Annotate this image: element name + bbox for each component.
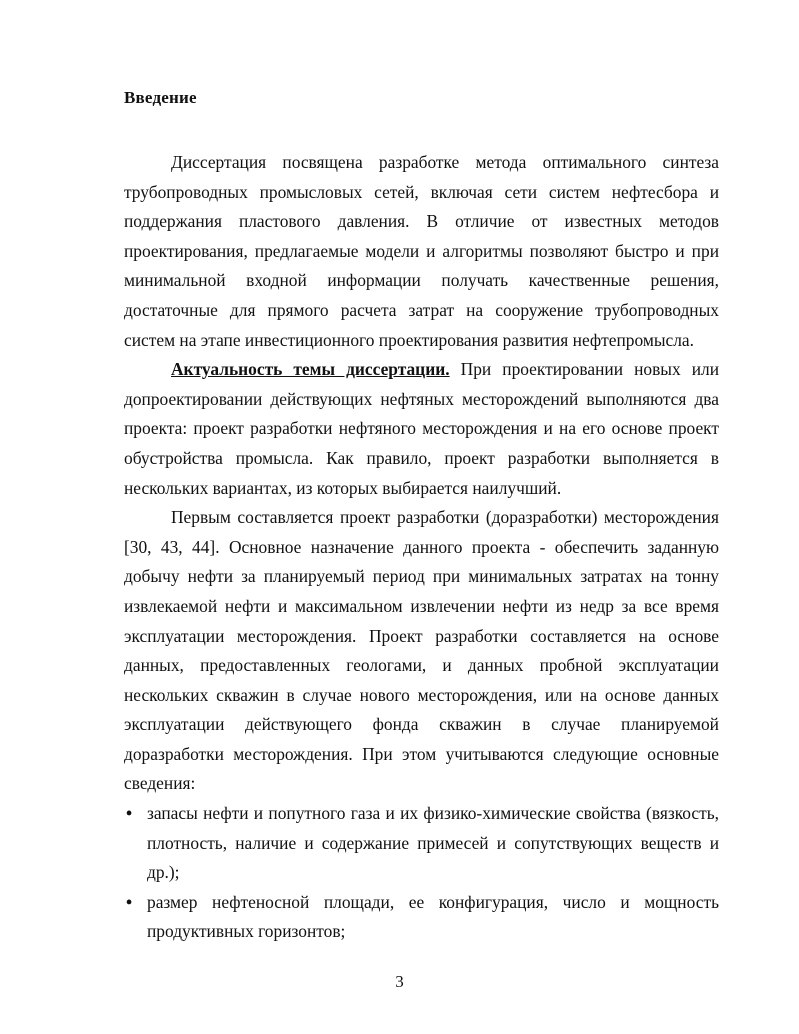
bullet-icon: • (126, 803, 133, 824)
paragraph-relevance (124, 355, 719, 503)
section-heading: Введение (124, 88, 197, 107)
paragraph-intro: Диссертация посвящена разработке метода оптимального синтеза трубопроводных промысловых сетей, включая сети систем нефтесбора и поддержания пластового давления. В отличие от известных методов проектирования, предлагаемые модели и алгоритмы позволяют быстро и при минимальной входной информации получать качественные решения, достаточные для прямого расчета затрат на сооружение трубопроводных систем на этапе инвестиционного проектирования развития нефтепромысла. (124, 152, 719, 350)
relevance-text: При проектировании новых или допроектировании действующих нефтяных месторождений выполняются два проекта: проект разработки нефтяного месторождения и на его основе проект обустройства промысла. Как правило, проект разработки выполняется в нескольких вариантах, из которых выбирается наилучший. (124, 359, 720, 498)
relevance-heading: Актуальность темы диссертации. (171, 359, 450, 380)
bullet-list (124, 799, 719, 947)
list-item (124, 799, 719, 888)
list-item-text: запасы нефти и попутного газа и их физико-химические свойства (вязкость, плотность, наличие и содержание примесей и сопутствующих веществ и др.); (147, 803, 719, 883)
list-item-text: размер нефтеносной площади, ее конфигурация, число и мощность продуктивных горизонтов; (147, 891, 719, 942)
bullet-icon: • (126, 891, 133, 912)
paragraph-development-project: Первым составляется проект разработки (доразработки) месторождения [30, 43, 44]. Основное назначение данного проекта - обеспечить заданную добычу нефти за планируемый период при минимальных затратах на тонну извлекаемой нефти и максимальном извлечении нефти из недр за все время эксплуатации месторождения. Проект разработки составляется на основе данных, предоставленных геологами, и данных пробной эксплуатации нескольких скважин в случае нового месторождения, или на основе данных эксплуатации действующего фонда скважин в случае планируемой доразработки месторождения. При этом учитываются следующие основные сведения: (124, 507, 719, 794)
body-text (124, 148, 719, 947)
page-number: 3 (395, 972, 404, 991)
list-item (124, 888, 719, 947)
